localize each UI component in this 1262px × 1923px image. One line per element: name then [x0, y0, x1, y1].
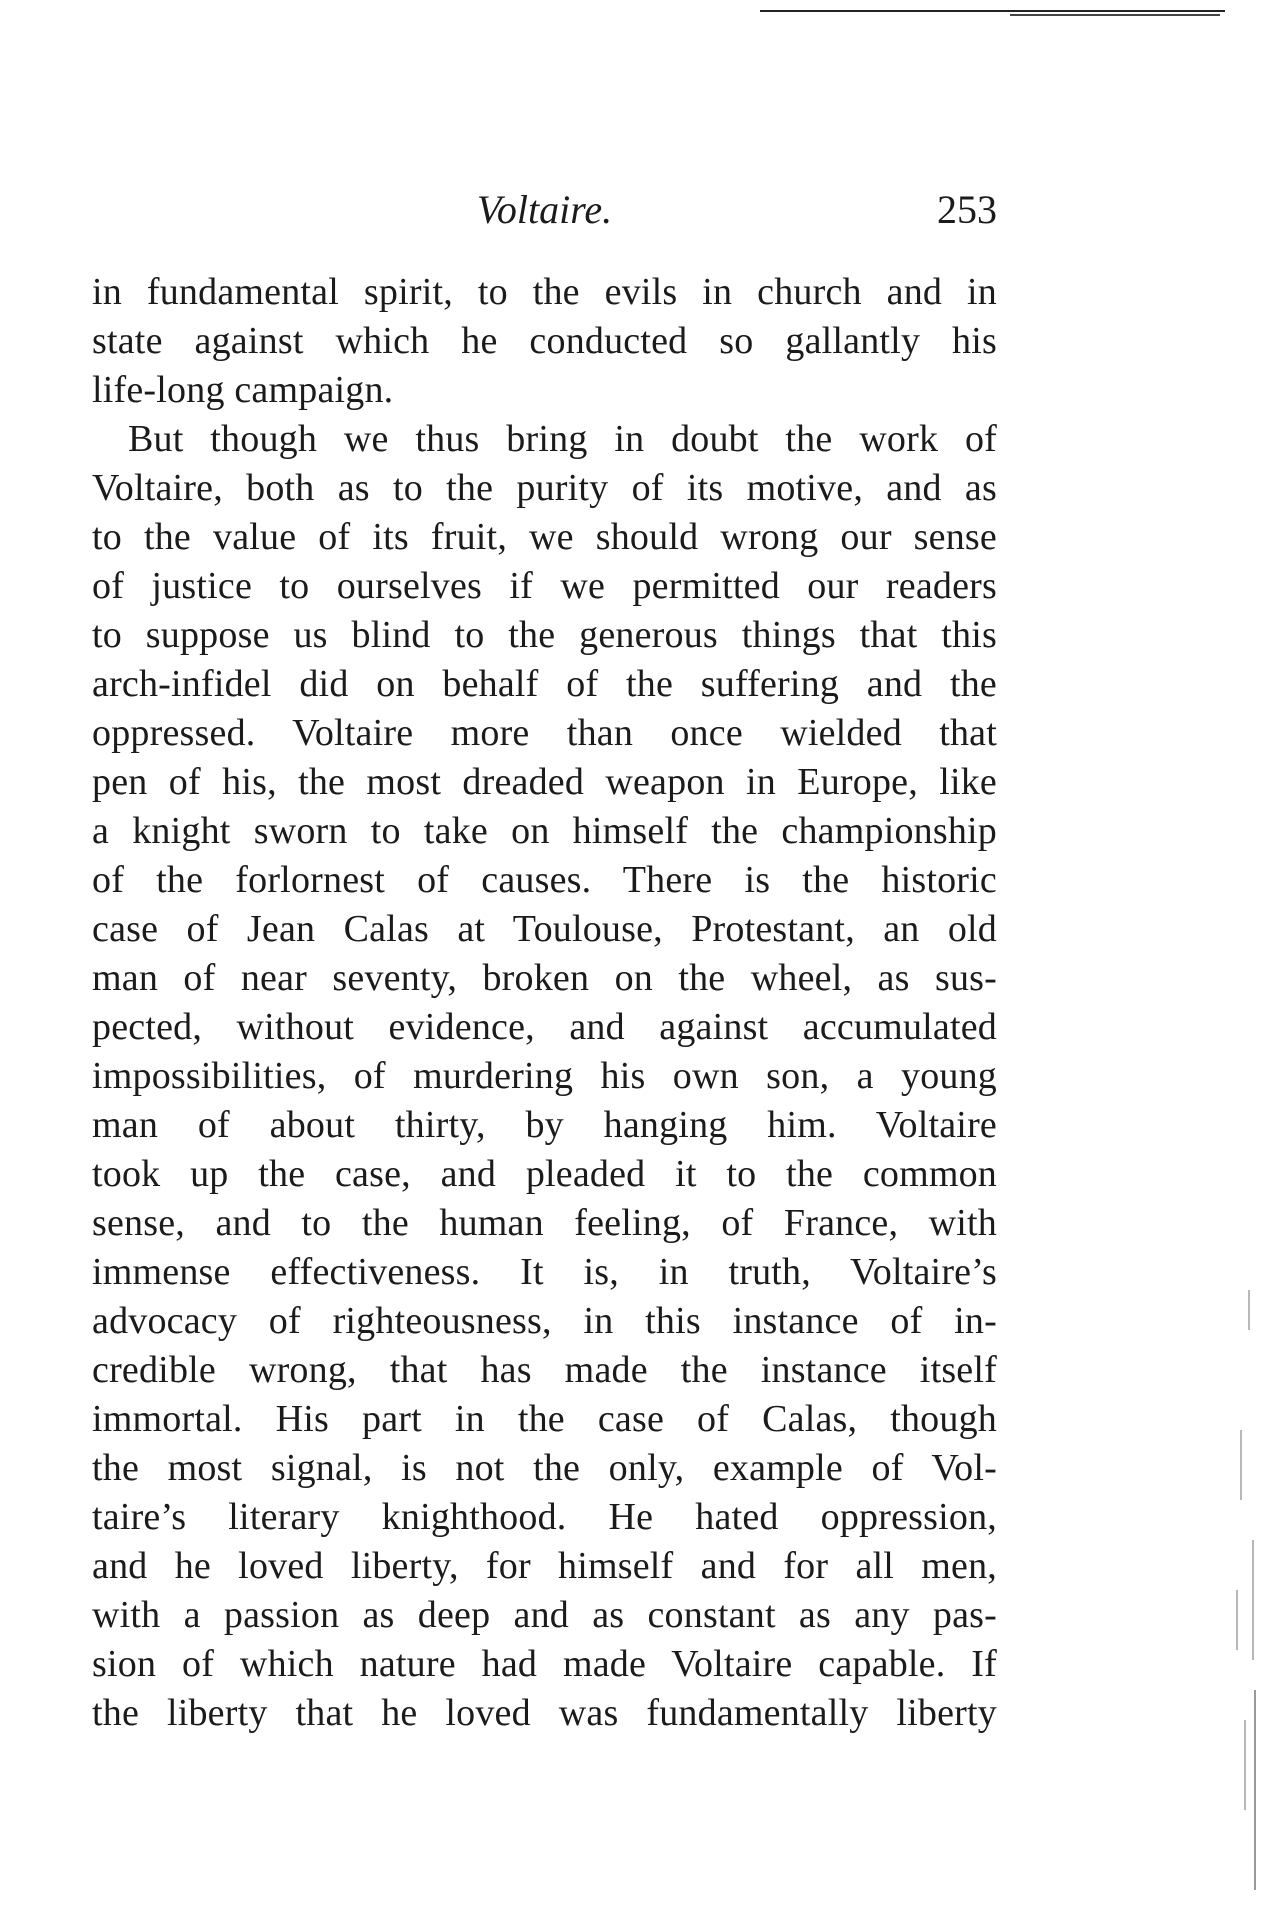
- text-line: sense, and to the human feeling, of France, with: [92, 1202, 997, 1244]
- text-line: of justice to ourselves if we permitted our readers: [92, 565, 997, 607]
- text-line: the most signal, is not the only, example of Vol-: [92, 1447, 997, 1489]
- body-text: [92, 268, 997, 1738]
- text-line: to suppose us blind to the generous things that this: [92, 614, 997, 656]
- text-line: a knight sworn to take on himself the championship: [92, 810, 997, 852]
- text-line: life-long campaign.: [92, 369, 394, 411]
- text-line: advocacy of righteousness, in this instance of in-: [92, 1300, 997, 1342]
- top-edge-rule-shadow: [1010, 14, 1220, 16]
- text-line: case of Jean Calas at Toulouse, Protestant, an old: [92, 908, 997, 950]
- text-line: arch-infidel did on behalf of the suffering and the: [92, 663, 997, 705]
- text-line: the liberty that he loved was fundamentally liberty: [92, 1692, 997, 1734]
- text-line: pected, without evidence, and against accumulated: [92, 1006, 997, 1048]
- text-line: sion of which nature had made Voltaire capable. If: [92, 1643, 997, 1685]
- text-line: of the forlornest of causes. There is the historic: [92, 859, 997, 901]
- text-line: pen of his, the most dreaded weapon in Europe, like: [92, 761, 997, 803]
- top-edge-rule: [760, 10, 1225, 12]
- text-line: in fundamental spirit, to the evils in church and in: [92, 271, 997, 313]
- text-line: Voltaire, both as to the purity of its motive, and as: [92, 467, 997, 509]
- running-title: Voltaire.: [476, 187, 613, 232]
- text-line: with a passion as deep and as constant as any pas-: [92, 1594, 997, 1636]
- text-line: But though we thus bring in doubt the work of: [128, 418, 997, 460]
- page-number: 253: [937, 187, 997, 232]
- text-line: man of near seventy, broken on the wheel, as sus-: [92, 957, 997, 999]
- text-line: state against which he conducted so gallantly his: [92, 320, 997, 362]
- text-line: credible wrong, that has made the instance itself: [92, 1349, 997, 1391]
- text-line: man of about thirty, by hanging him. Voltaire: [92, 1104, 997, 1146]
- running-head: [92, 180, 997, 240]
- scan-edge-artifacts: [1218, 1290, 1258, 1900]
- text-line: immortal. His part in the case of Calas, though: [92, 1398, 997, 1440]
- text-line: immense effectiveness. It is, in truth, Voltaire’s: [92, 1251, 997, 1293]
- text-line: to the value of its fruit, we should wrong our sense: [92, 516, 997, 558]
- text-line: oppressed. Voltaire more than once wielded that: [92, 712, 997, 754]
- text-line: took up the case, and pleaded it to the common: [92, 1153, 997, 1195]
- text-line: impossibilities, of murdering his own son, a young: [92, 1055, 997, 1097]
- text-line: taire’s literary knighthood. He hated oppression,: [92, 1496, 997, 1538]
- text-line: and he loved liberty, for himself and for all men,: [92, 1545, 997, 1587]
